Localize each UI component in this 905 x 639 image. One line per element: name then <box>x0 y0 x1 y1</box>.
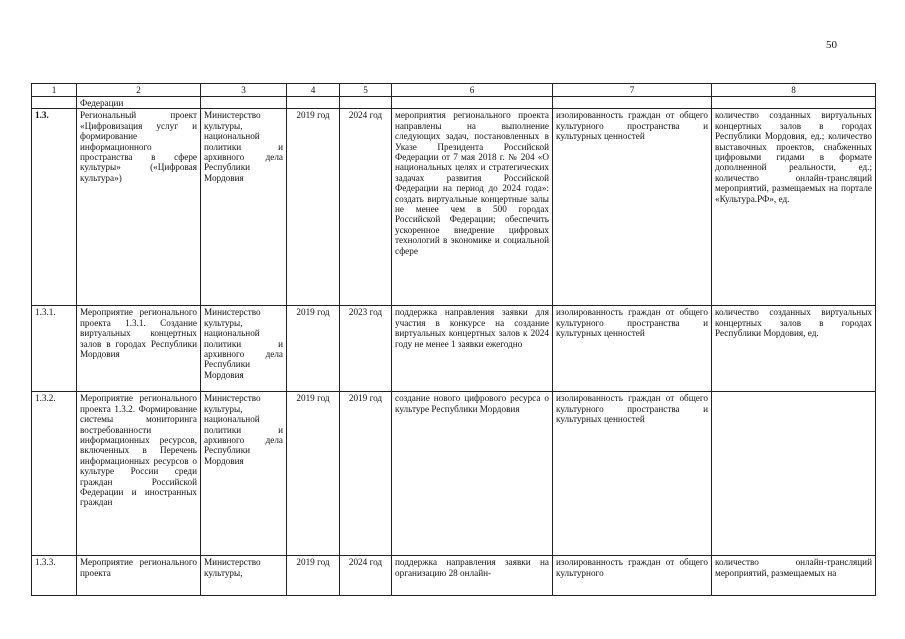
program-table <box>31 83 876 596</box>
end-year: 2019 год <box>340 392 392 556</box>
start-year: 2019 год <box>287 392 340 556</box>
row-number: 1.3.2. <box>32 392 77 556</box>
table-row <box>32 109 876 306</box>
indicator-list: количество созданных виртуальных концертных залов в городах Республики Мордовия, ед.; количество выставочных проектов, снабженных цифровыми гидами в формате дополненной реальности, ед.; количество онлайн-трансляций мероприятий, размещаемых на портале «Культура.РФ», ед. <box>712 109 876 306</box>
problem-statement: изолированность граждан от общего культурного пространства и культурных ценностей <box>553 392 712 556</box>
header-cell-8: 8 <box>712 84 876 97</box>
measure-name: Федерации <box>77 97 201 109</box>
page-number: 50 <box>826 39 837 51</box>
executor: Министерство культуры, <box>201 556 287 596</box>
indicator-list: количество онлайн-трансляций мероприятий, размещаемых на <box>712 556 876 596</box>
expected-result <box>392 97 553 109</box>
end-year: 2024 год <box>340 556 392 596</box>
row-number <box>32 97 77 109</box>
executor: Министерство культуры, национальной политики и архивного дела Республики Мордовия <box>201 109 287 306</box>
start-year: 2019 год <box>287 109 340 306</box>
problem-statement: изолированность граждан от общего культурного пространства и культурных ценностей <box>553 109 712 306</box>
measure-name: Региональный проект «Цифровизация услуг и формирование информационного пространства в сфере культуры» («Цифровая культура») <box>77 109 201 306</box>
start-year <box>287 97 340 109</box>
row-number: 1.3. <box>32 109 77 306</box>
start-year: 2019 год <box>287 306 340 392</box>
executor: Министерство культуры, национальной политики и архивного дела Республики Мордовия <box>201 306 287 392</box>
table-row <box>32 306 876 392</box>
header-cell-2: 2 <box>77 84 201 97</box>
start-year: 2019 год <box>287 556 340 596</box>
table-row <box>32 556 876 596</box>
header-cell-5: 5 <box>340 84 392 97</box>
problem-statement: изолированность граждан от общего культурного <box>553 556 712 596</box>
measure-name: Мероприятие регионального проекта 1.3.1. Создание виртуальных концертных залов в городах Республики Мордовия <box>77 306 201 392</box>
executor <box>201 97 287 109</box>
measure-name: Мероприятие регионального проекта <box>77 556 201 596</box>
indicator-list <box>712 97 876 109</box>
header-row <box>32 84 876 97</box>
header-cell-3: 3 <box>201 84 287 97</box>
expected-result: мероприятия регионального проекта направлены на выполнение следующих задач, постановленных в Указе Президента Российской Федерации от 7 мая 2018 г. № 204 «О национальных целях и стратегических задачах развития Российской Федерации на период до 2024 года»: создать виртуальные концертные залы не менее чем в 500 городах Российской Федерации; обеспечить ускоренное внедрение цифровых технологий в экономике и социальной сфере <box>392 109 553 306</box>
row-number: 1.3.1. <box>32 306 77 392</box>
header-cell-7: 7 <box>553 84 712 97</box>
measure-name: Мероприятие регионального проекта 1.3.2. Формирование системы мониторинга востребованности информационных ресурсов, включенных в Перечень информационных ресурсов о культуре России среди граждан Российской Федерации и иностранных граждан <box>77 392 201 556</box>
executor: Министерство культуры, национальной политики и архивного дела Республики Мордовия <box>201 392 287 556</box>
problem-statement <box>553 97 712 109</box>
header-cell-4: 4 <box>287 84 340 97</box>
expected-result: поддержка направления заявки для участия в конкурсе на создание виртуальных концертных залов к 2024 году не менее 1 заявки ежегодно <box>392 306 553 392</box>
indicator-list <box>712 392 876 556</box>
header-cell-6: 6 <box>392 84 553 97</box>
expected-result: поддержка направления заявки на организацию 28 онлайн- <box>392 556 553 596</box>
expected-result: создание нового цифрового ресурса о культуре Республики Мордовия <box>392 392 553 556</box>
end-year: 2023 год <box>340 306 392 392</box>
problem-statement: изолированность граждан от общего культурного пространства и культурных ценностей <box>553 306 712 392</box>
row-number: 1.3.3. <box>32 556 77 596</box>
indicator-list: количество созданных виртуальных концертных залов в городах Республики Мордовия, ед. <box>712 306 876 392</box>
table-row <box>32 97 876 109</box>
table-row <box>32 392 876 556</box>
end-year <box>340 97 392 109</box>
header-cell-1: 1 <box>32 84 77 97</box>
end-year: 2024 год <box>340 109 392 306</box>
